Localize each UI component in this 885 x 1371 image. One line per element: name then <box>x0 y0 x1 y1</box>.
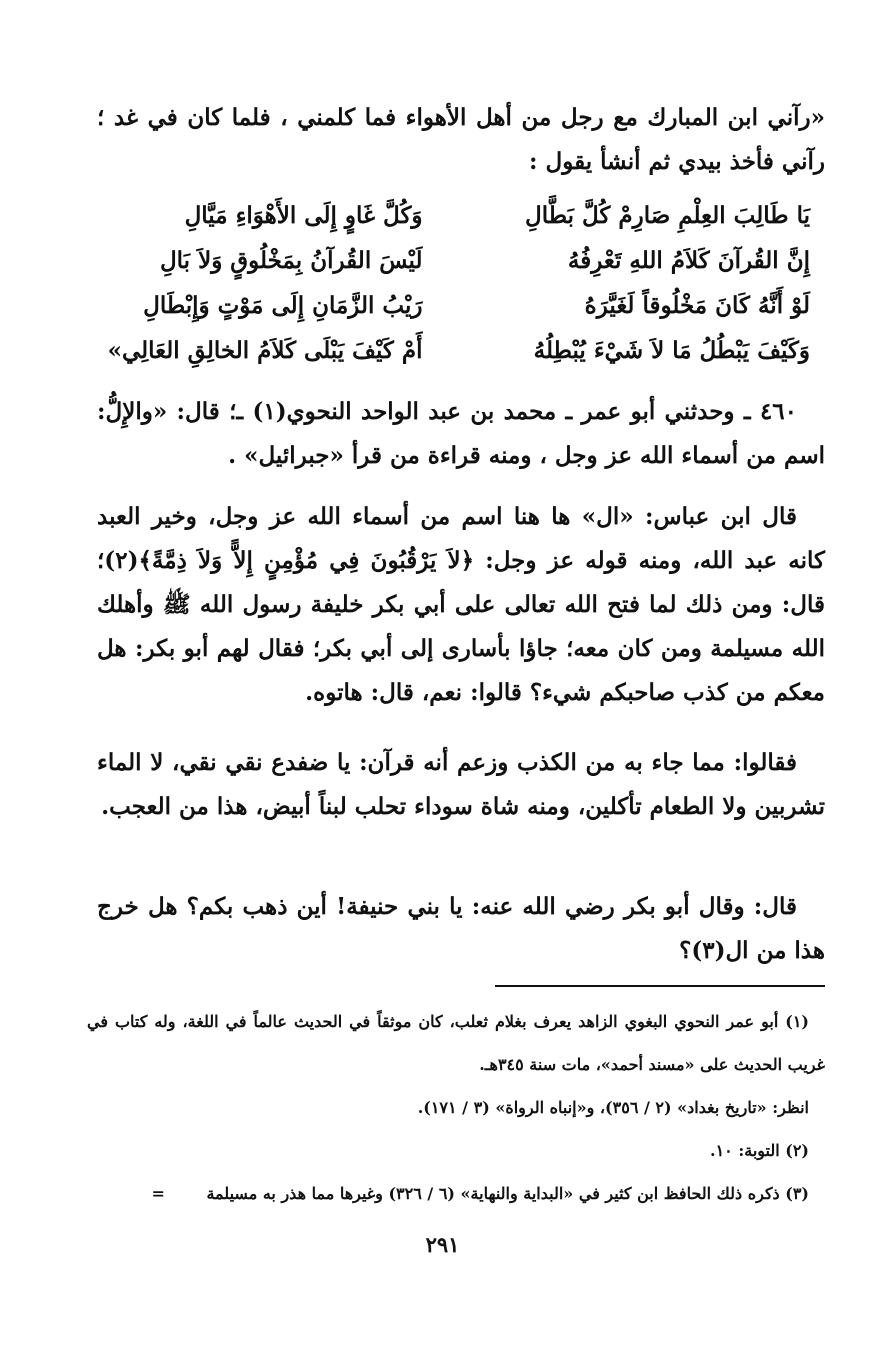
poem-hemistich-second: وَكُلَّ غَاوٍ إِلَى الأَهْوَاءِ مَيَّالِ <box>184 202 423 229</box>
paragraph-4: فقالوا: مما جاء به من الكذب وزعم أنه قرآن: يا ضفدع نقي نقي، لا الماء تشربين ولا الطعام تأكلين، ومنه شاة سوداء تحلب لبناً أبيض، هذا من العجب. <box>97 749 825 820</box>
poem-hemistich-second: لَيْسَ القُرآنُ بِمَخْلُوقٍ وَلاَ بَالِ <box>159 247 423 274</box>
footnote-2: (٢) التوبة: ١٠. <box>710 1141 809 1160</box>
poem-verse <box>75 238 810 283</box>
footnote-3-text: (٣) ذكره ذلك الحافظ ابن كثير في «البداية والنهاية» (٦ / ٣٢٦) وغيرها مما هذر به مسيلمة <box>206 1184 809 1203</box>
footnote-1: (١) أبو عمر النحوي البغوي الزاهد يعرف بغلام ثعلب، كان موثقاً في الحديث عالماً في اللغة، وله كتاب في غريب الحديث على «مسند أحمد»، مات سنة ٣٤٥هـ. <box>87 1012 825 1074</box>
poem-hemistich-first: يَا طَالِبَ العِلْمِ صَارِمْ كُلَّ بَطَّالِ <box>524 202 810 229</box>
footnote-3 <box>87 1172 825 1215</box>
paragraph-5: قال: وقال أبو بكر رضي الله عنه: يا بني حنيفة! أين ذهب بكم؟ هل خرج هذا من ال(٣)؟ <box>97 893 825 964</box>
poem-hemistich-second: رَيْبُ الزَّمَانِ إِلَى مَوْتٍ وَإِبْطَالِ <box>143 292 423 319</box>
footnote-1-reference: انظر: «تاريخ بغداد» (٢ / ٣٥٦)، و«إنباه الرواة» (٣ / ١٧١). <box>417 1098 809 1117</box>
paragraph-1: «رآني ابن المبارك مع رجل من أهل الأهواء فما كلمني ، فلما كان في غد ؛ رآني فأخذ بيدي ثم أنشأ يقول : <box>97 104 825 175</box>
poem-hemistich-first: إِنَّ القُرآنَ كَلاَمُ اللهِ تَعْرِفُهُ <box>567 247 810 274</box>
paragraph-2: ٤٦٠ ـ وحدثني أبو عمر ـ محمد بن عبد الواحد النحوي(١) ـ؛ قال: «والإِلُّ: اسم من أسماء الله عز وجل ، ومنه قراءة من قرأ «جبرائيل» . <box>97 398 825 469</box>
poem-verse <box>75 283 810 328</box>
page-number: ٢٩١ <box>425 1232 460 1257</box>
paragraph-3: قال ابن عباس: «ال» ها هنا اسم من أسماء الله عز وجل، وخير العبد كانه عبد الله، ومنه قوله عز وجل: ﴿لاَ يَرْقُبُونَ فِي مُؤْمِنٍ إِلاًّ وَلاَ ذِمَّةً﴾(٢)؛ قال: ومن ذلك لما فتح الله تعالى على أبي بكر خليفة رسول الله ﷺ وأهلك الله مسيلمة ومن كان معه؛ جاؤا بأسارى إلى أبي بكر؛ فقال لهم أبو بكر: هل معكم من كذب صاحبكم شيء؟ قالوا: نعم، قال: هاتوه. <box>97 503 825 706</box>
footnote-divider <box>495 985 825 987</box>
poem-hemistich-first: لَوْ أَنَّهُ كَانَ مَخْلُوقاً لَغَيَّرَهُ <box>584 292 810 319</box>
poem <box>75 193 810 373</box>
continuation-mark: = <box>151 1184 165 1203</box>
footnotes <box>87 1000 825 1215</box>
poem-hemistich-second: أَمْ كَيْفَ يَبْلَى كَلاَمُ الخالِقِ العَالِي» <box>107 337 423 364</box>
poem-verse <box>75 193 810 238</box>
poem-verse <box>75 328 810 373</box>
poem-hemistich-first: وَكَيْفَ يَبْطُلُ مَا لاَ شَيْءَ يُبْطِلُهُ <box>533 337 810 364</box>
